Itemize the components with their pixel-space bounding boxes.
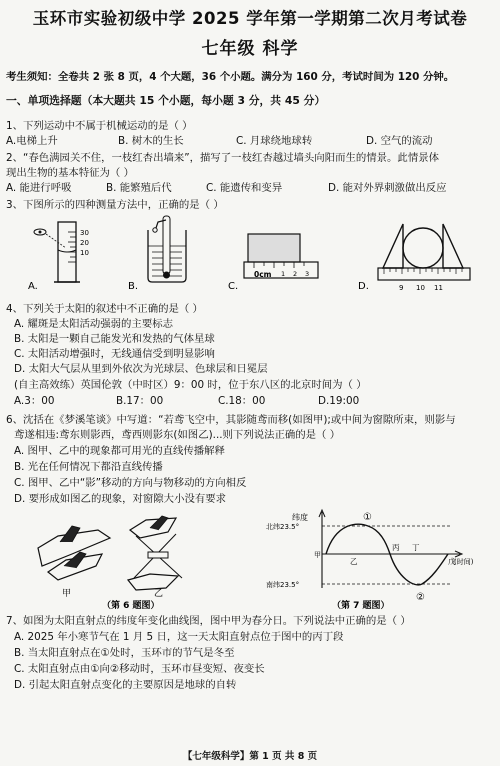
q3-d-tick-11: 11 <box>434 284 443 292</box>
q6-stem-line2: 鸢遂相违:鸢东则影西，鸢西则影东(如图乙)...则下列说法正确的是（ ） <box>14 429 341 441</box>
q3-figures <box>0 212 500 298</box>
q7-option-b: B. 当太阳直射点在①处时，玉环市的节气是冬至 <box>14 647 235 659</box>
q7-axis-x: (时间) <box>454 558 474 566</box>
q3-figure-a <box>28 222 89 292</box>
q5-option-d: D.19:00 <box>318 395 360 407</box>
q1-stem: 1、下列运动中不属于机械运动的是（ ） <box>6 120 193 132</box>
q6-option-d: D. 要形成如图乙的现象，对窗隙大小没有要求 <box>14 493 227 505</box>
q5-options <box>14 394 492 408</box>
q7-point-jia: 甲 <box>314 551 321 559</box>
q5-option-b: B.17：00 <box>116 395 164 407</box>
q1-option-a: A.电梯上升 <box>6 135 58 147</box>
q4-option-a: A. 耀斑是太阳活动强弱的主要标志 <box>14 318 173 330</box>
q3-label-d: D. <box>358 281 369 292</box>
q7-point-ding: 丁 <box>412 543 420 552</box>
q4-option-d: D. 太阳大气层从里到外依次为光球层、色球层和日冕层 <box>14 363 268 375</box>
q6-figure-jia <box>38 526 110 599</box>
q3-d-tick-9: 9 <box>399 284 404 292</box>
q3-a-tick-30: 30 <box>80 229 89 237</box>
exam-title: 玉环市实验初级中学 2025 学年第一学期第二次月考试卷 <box>32 9 468 28</box>
q2-options <box>6 181 492 195</box>
q3-figure-d <box>358 224 470 292</box>
q6-figure-yi <box>128 516 182 599</box>
q6-label-yi: 乙 <box>154 589 164 599</box>
q3-label-a: A. <box>28 281 38 292</box>
page-footer: 【七年级科学】第 1 页 共 8 页 <box>182 751 318 762</box>
q7-north-label: 北纬23.5° <box>266 523 300 531</box>
q1-option-c: C. 月球绕地球转 <box>236 135 313 147</box>
q7-mark-2: ② <box>416 592 425 603</box>
q7-option-c: C. 太阳直射点由①向②移动时，玉环市昼变短、夜变长 <box>14 663 265 675</box>
q7-option-d: D. 引起太阳直射点变化的主要原因是地球的自转 <box>14 679 237 691</box>
q5-option-a: A.3：00 <box>14 395 55 407</box>
q7-option-a: A. 2025 年小寒节气在 1 月 5 日，这一天太阳直射点位于图中的丙丁段 <box>14 631 344 643</box>
q3-figure-b <box>128 216 186 292</box>
q4-stem: 4、下列关于太阳的叙述中不正确的是（ ） <box>6 303 203 315</box>
q7-mark-1: ① <box>363 512 372 523</box>
exam-notice: 考生须知：全卷共 2 张 8 页，4 个大题，36 个小题。满分为 160 分，考试时间为 120 分钟。 <box>6 71 455 83</box>
q6-label-jia: 甲 <box>62 589 72 599</box>
q1-option-b: B. 树木的生长 <box>118 135 184 147</box>
q7-stem: 7、如图为太阳直射点的纬度年变化曲线图，图中甲为春分日。下列说法中正确的是（ ） <box>6 615 411 627</box>
q3-c-tick-1: 1 <box>281 270 286 278</box>
q3-a-tick-20: 20 <box>80 239 89 247</box>
q6-stem-line1: 6、沈括在《梦溪笔谈》中写道：“若鸢飞空中，其影随鸢而移(如图甲);或中间为窗隙所束，则影与 <box>6 414 456 426</box>
q3-c-unit: 0cm <box>254 270 272 279</box>
q2-stem-line1: 2、“春色满园关不住，一枝红杏出墙来”，描写了一枝红杏越过墙头向阳而生的情景。此情景体 <box>6 152 439 164</box>
q6-option-a: A. 图甲、乙中的现象都可用光的直线传播解释 <box>14 445 225 457</box>
q4-option-c: C. 太阳活动增强时，无线通信受到明显影响 <box>14 348 215 360</box>
q5-option-c: C.18：00 <box>218 395 266 407</box>
q3-a-tick-10: 10 <box>80 249 89 257</box>
q2-option-b: B. 能繁殖后代 <box>106 182 172 194</box>
q4-option-b: B. 太阳是一颗自己能发光和发热的气体星球 <box>14 333 215 345</box>
q6-option-b: B. 光在任何情况下都沿直线传播 <box>14 461 163 473</box>
q3-stem: 3、下图所示的四种测量方法中，正确的是（ ） <box>6 199 224 211</box>
q2-stem-line2: 现出生物的基本特征为（ ） <box>6 167 134 179</box>
q2-option-d: D. 能对外界刺激做出反应 <box>328 182 447 194</box>
q7-point-bing: 丙 <box>392 543 400 552</box>
q7-south-label: 南纬23.5° <box>266 581 300 589</box>
q7-point-yi: 乙 <box>350 557 358 566</box>
q6-option-c: C. 图甲、乙中“影”移动的方向与物移动的方向相反 <box>14 477 247 489</box>
q7-point-wu: 戊 <box>448 557 456 566</box>
q7-figure <box>262 508 498 612</box>
q3-label-b: B. <box>128 281 139 292</box>
q6-caption: （第 6 题图） <box>102 601 160 611</box>
exam-subtitle: 七年级 科学 <box>201 39 299 59</box>
q3-d-tick-10: 10 <box>416 284 425 292</box>
q2-option-c: C. 能遗传和变异 <box>206 182 283 194</box>
q5-stem: (自主高效练）英国伦敦（中时区）9：00 时，位于东八区的北京时间为（ ） <box>14 379 367 391</box>
q6-figure <box>0 508 260 612</box>
q3-c-tick-3: 3 <box>305 270 310 278</box>
q1-options <box>6 134 492 148</box>
q1-option-d: D. 空气的流动 <box>366 135 433 147</box>
q7-axis-y: 纬度 <box>292 513 308 522</box>
q2-option-a: A. 能进行呼吸 <box>6 182 72 194</box>
q3-label-c: C. <box>228 281 239 292</box>
section-heading: 一、单项选择题（本大题共 15 个小题，每小题 3 分，共 45 分） <box>6 94 326 107</box>
q7-caption: （第 7 题图） <box>332 601 390 611</box>
q3-c-tick-2: 2 <box>293 270 298 278</box>
q3-figure-c <box>228 234 318 292</box>
